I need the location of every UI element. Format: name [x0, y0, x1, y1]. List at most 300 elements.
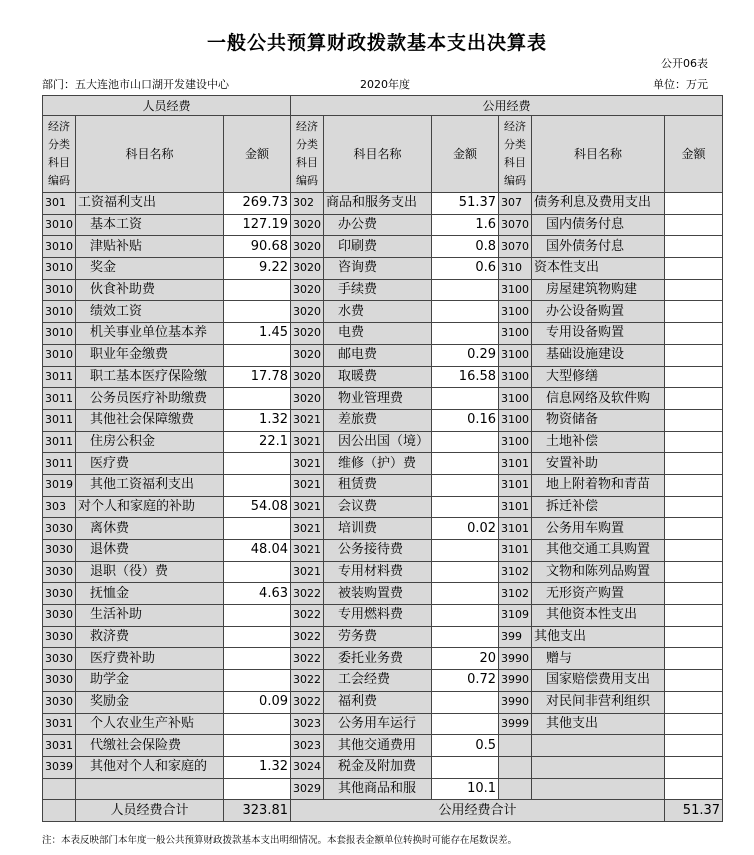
table-row [43, 648, 723, 670]
public-b-amount-cell [665, 193, 723, 215]
personnel-code-cell: 3010 [43, 301, 76, 323]
public-a-code-cell: 3023 [291, 713, 324, 735]
public-b-amount-cell [665, 301, 723, 323]
personnel-name-cell: 其他对个人和家庭的 [76, 756, 224, 778]
table-row [43, 193, 723, 215]
public-b-code-cell: 3999 [499, 713, 532, 735]
personnel-amount-cell [224, 561, 291, 583]
public-b-amount-cell [665, 540, 723, 562]
public-b-code-cell: 399 [499, 626, 532, 648]
table-row [43, 301, 723, 323]
personnel-name-cell: 基本工资 [76, 214, 224, 236]
personnel-amount-cell [224, 453, 291, 475]
public-a-amount-cell [432, 561, 499, 583]
public-b-code-cell: 3100 [499, 409, 532, 431]
public-b-name-cell: 无形资产购置 [532, 583, 665, 605]
public-a-code-cell: 3020 [291, 301, 324, 323]
public-a-name-cell: 水费 [324, 301, 432, 323]
personnel-amount-cell: 0.09 [224, 691, 291, 713]
table-row [43, 279, 723, 301]
table-row [43, 453, 723, 475]
public-a-code-cell: 3020 [291, 388, 324, 410]
personnel-name-cell: 津贴补贴 [76, 236, 224, 258]
public-a-name-cell: 物业管理费 [324, 388, 432, 410]
personnel-code-cell: 3010 [43, 344, 76, 366]
personnel-code-cell: 3011 [43, 388, 76, 410]
public-b-code-cell [499, 778, 532, 800]
personnel-amount-cell [224, 518, 291, 540]
table-row [43, 735, 723, 757]
public-a-code-cell: 3021 [291, 496, 324, 518]
public-a-code-cell: 3021 [291, 561, 324, 583]
personnel-name-cell: 工资福利支出 [76, 193, 224, 215]
personnel-code-cell [43, 778, 76, 800]
personnel-total-label: 人员经费合计 [76, 800, 224, 822]
public-a-name-cell: 取暖费 [324, 366, 432, 388]
public-a-amount-cell: 1.6 [432, 214, 499, 236]
personnel-code-cell: 3030 [43, 670, 76, 692]
personnel-name-cell: 抚恤金 [76, 583, 224, 605]
public-b-name-cell: 债务利息及费用支出 [532, 193, 665, 215]
header-code: 经济分类科目编码 [499, 116, 532, 193]
public-a-amount-cell [432, 453, 499, 475]
table-row [43, 236, 723, 258]
public-b-code-cell: 3070 [499, 236, 532, 258]
personnel-name-cell: 退休费 [76, 540, 224, 562]
public-a-name-cell: 印刷费 [324, 236, 432, 258]
public-a-name-cell: 其他交通费用 [324, 735, 432, 757]
public-b-amount-cell [665, 431, 723, 453]
personnel-code-cell: 3011 [43, 431, 76, 453]
public-a-amount-cell: 0.16 [432, 409, 499, 431]
public-b-name-cell: 国内债务付息 [532, 214, 665, 236]
personnel-name-cell: 个人农业生产补贴 [76, 713, 224, 735]
personnel-name-cell: 其他社会保障缴费 [76, 409, 224, 431]
public-b-amount-cell [665, 778, 723, 800]
section-personnel: 人员经费 [43, 96, 291, 116]
public-b-amount-cell [665, 583, 723, 605]
public-b-code-cell [499, 735, 532, 757]
personnel-code-cell: 3010 [43, 323, 76, 345]
public-b-amount-cell [665, 453, 723, 475]
personnel-code-cell: 3030 [43, 691, 76, 713]
public-a-code-cell: 3023 [291, 735, 324, 757]
table-row [43, 214, 723, 236]
personnel-amount-cell [224, 670, 291, 692]
public-b-amount-cell [665, 214, 723, 236]
table-row [43, 409, 723, 431]
header-amount: 金额 [665, 116, 723, 193]
personnel-amount-cell [224, 605, 291, 627]
public-b-code-cell: 3100 [499, 388, 532, 410]
public-a-amount-cell [432, 388, 499, 410]
personnel-code-cell: 3030 [43, 583, 76, 605]
personnel-code-cell: 3010 [43, 236, 76, 258]
public-a-amount-cell: 0.02 [432, 518, 499, 540]
public-b-name-cell: 物资储备 [532, 409, 665, 431]
public-b-name-cell: 其他资本性支出 [532, 605, 665, 627]
public-a-code-cell: 3020 [291, 214, 324, 236]
personnel-name-cell: 伙食补助费 [76, 279, 224, 301]
personnel-code-cell: 3010 [43, 258, 76, 280]
public-a-code-cell: 3022 [291, 605, 324, 627]
personnel-name-cell: 机关事业单位基本养 [76, 323, 224, 345]
unit-label: 单位：万元 [653, 78, 708, 91]
public-b-code-cell: 3100 [499, 301, 532, 323]
personnel-amount-cell [224, 778, 291, 800]
public-a-name-cell: 咨询费 [324, 258, 432, 280]
personnel-name-cell [76, 778, 224, 800]
public-b-amount-cell [665, 735, 723, 757]
header-name: 科目名称 [324, 116, 432, 193]
public-a-amount-cell [432, 756, 499, 778]
public-b-amount-cell [665, 756, 723, 778]
public-a-amount-cell [432, 301, 499, 323]
personnel-code-cell: 3031 [43, 735, 76, 757]
public-b-code-cell: 3101 [499, 496, 532, 518]
public-a-name-cell: 商品和服务支出 [324, 193, 432, 215]
public-b-name-cell: 基础设施建设 [532, 344, 665, 366]
personnel-amount-cell: 1.32 [224, 756, 291, 778]
public-a-code-cell: 3020 [291, 258, 324, 280]
table-row [43, 518, 723, 540]
public-b-amount-cell [665, 626, 723, 648]
public-b-amount-cell [665, 561, 723, 583]
personnel-name-cell: 奖金 [76, 258, 224, 280]
public-a-amount-cell [432, 583, 499, 605]
public-a-name-cell: 税金及附加费 [324, 756, 432, 778]
personnel-code-cell: 3019 [43, 474, 76, 496]
table-row [43, 778, 723, 800]
personnel-code-cell: 3039 [43, 756, 76, 778]
public-b-name-cell: 地上附着物和青苗 [532, 474, 665, 496]
public-b-name-cell: 房屋建筑物购建 [532, 279, 665, 301]
public-a-amount-cell [432, 626, 499, 648]
public-b-name-cell: 文物和陈列品购置 [532, 561, 665, 583]
public-a-amount-cell [432, 474, 499, 496]
table-row [43, 713, 723, 735]
public-b-name-cell: 国外债务付息 [532, 236, 665, 258]
public-b-code-cell: 307 [499, 193, 532, 215]
public-a-amount-cell [432, 496, 499, 518]
public-a-amount-cell: 0.5 [432, 735, 499, 757]
public-a-name-cell: 租赁费 [324, 474, 432, 496]
public-b-amount-cell [665, 323, 723, 345]
public-b-code-cell: 3100 [499, 323, 532, 345]
personnel-name-cell: 退职（役）费 [76, 561, 224, 583]
public-b-name-cell: 大型修缮 [532, 366, 665, 388]
personnel-name-cell: 职工基本医疗保险缴 [76, 366, 224, 388]
personnel-name-cell: 医疗费补助 [76, 648, 224, 670]
public-a-name-cell: 被装购置费 [324, 583, 432, 605]
public-a-name-cell: 维修（护）费 [324, 453, 432, 475]
public-b-amount-cell [665, 279, 723, 301]
public-a-amount-cell [432, 540, 499, 562]
public-a-code-cell: 3029 [291, 778, 324, 800]
public-b-name-cell: 对民间非营利组织 [532, 691, 665, 713]
public-b-amount-cell [665, 713, 723, 735]
public-a-name-cell: 邮电费 [324, 344, 432, 366]
public-b-amount-cell [665, 366, 723, 388]
public-b-code-cell: 3990 [499, 648, 532, 670]
personnel-amount-cell [224, 474, 291, 496]
public-b-amount-cell [665, 388, 723, 410]
personnel-name-cell: 医疗费 [76, 453, 224, 475]
public-b-name-cell: 拆迁补偿 [532, 496, 665, 518]
public-a-amount-cell: 0.6 [432, 258, 499, 280]
personnel-code-cell: 301 [43, 193, 76, 215]
public-a-amount-cell: 20 [432, 648, 499, 670]
personnel-amount-cell: 1.45 [224, 323, 291, 345]
public-b-name-cell [532, 756, 665, 778]
table-row [43, 626, 723, 648]
personnel-code-cell: 3011 [43, 409, 76, 431]
public-a-amount-cell [432, 605, 499, 627]
personnel-amount-cell: 48.04 [224, 540, 291, 562]
public-a-name-cell: 培训费 [324, 518, 432, 540]
public-b-name-cell: 办公设备购置 [532, 301, 665, 323]
personnel-name-cell: 对个人和家庭的补助 [76, 496, 224, 518]
table-row [43, 756, 723, 778]
public-a-code-cell: 3021 [291, 453, 324, 475]
personnel-name-cell: 奖励金 [76, 691, 224, 713]
public-total-label: 公用经费合计 [291, 800, 665, 822]
total-spacer [43, 800, 76, 822]
public-a-amount-cell: 10.1 [432, 778, 499, 800]
public-b-name-cell [532, 735, 665, 757]
public-b-code-cell: 3100 [499, 279, 532, 301]
table-row [43, 431, 723, 453]
public-a-amount-cell: 0.29 [432, 344, 499, 366]
public-a-name-cell: 差旅费 [324, 409, 432, 431]
public-b-amount-cell [665, 691, 723, 713]
personnel-amount-cell [224, 735, 291, 757]
public-b-name-cell: 专用设备购置 [532, 323, 665, 345]
public-b-amount-cell [665, 670, 723, 692]
public-a-code-cell: 3021 [291, 474, 324, 496]
personnel-name-cell: 助学金 [76, 670, 224, 692]
public-b-code-cell: 3100 [499, 431, 532, 453]
personnel-amount-cell: 1.32 [224, 409, 291, 431]
public-b-name-cell: 信息网络及软件购 [532, 388, 665, 410]
public-b-code-cell: 3102 [499, 561, 532, 583]
personnel-name-cell: 离休费 [76, 518, 224, 540]
personnel-name-cell: 绩效工资 [76, 301, 224, 323]
table-row [43, 561, 723, 583]
personnel-code-cell: 3011 [43, 366, 76, 388]
public-b-amount-cell [665, 344, 723, 366]
personnel-code-cell: 3030 [43, 605, 76, 627]
table-row [43, 344, 723, 366]
personnel-amount-cell: 4.63 [224, 583, 291, 605]
header-name: 科目名称 [76, 116, 224, 193]
public-a-amount-cell [432, 279, 499, 301]
public-b-name-cell: 安置补助 [532, 453, 665, 475]
public-a-amount-cell: 16.58 [432, 366, 499, 388]
public-a-name-cell: 公务用车运行 [324, 713, 432, 735]
public-a-code-cell: 3020 [291, 323, 324, 345]
section-public: 公用经费 [291, 96, 723, 116]
public-b-name-cell: 土地补偿 [532, 431, 665, 453]
expenditure-table [42, 95, 723, 822]
personnel-amount-cell [224, 301, 291, 323]
public-b-name-cell: 资本性支出 [532, 258, 665, 280]
public-b-amount-cell [665, 518, 723, 540]
public-a-name-cell: 工会经费 [324, 670, 432, 692]
public-a-name-cell: 会议费 [324, 496, 432, 518]
personnel-code-cell: 3030 [43, 626, 76, 648]
personnel-amount-cell [224, 626, 291, 648]
table-row [43, 496, 723, 518]
personnel-name-cell: 职业年金缴费 [76, 344, 224, 366]
public-b-amount-cell [665, 474, 723, 496]
public-a-name-cell: 委托业务费 [324, 648, 432, 670]
public-a-name-cell: 公务接待费 [324, 540, 432, 562]
personnel-name-cell: 救济费 [76, 626, 224, 648]
public-b-name-cell: 其他交通工具购置 [532, 540, 665, 562]
public-a-amount-cell [432, 431, 499, 453]
public-a-code-cell: 3022 [291, 691, 324, 713]
personnel-code-cell: 3030 [43, 518, 76, 540]
public-a-code-cell: 3020 [291, 279, 324, 301]
public-b-code-cell: 3100 [499, 366, 532, 388]
personnel-amount-cell: 9.22 [224, 258, 291, 280]
personnel-name-cell: 公务员医疗补助缴费 [76, 388, 224, 410]
public-b-amount-cell [665, 605, 723, 627]
table-row [43, 670, 723, 692]
public-b-code-cell: 3100 [499, 344, 532, 366]
public-a-code-cell: 3022 [291, 670, 324, 692]
personnel-code-cell: 3010 [43, 279, 76, 301]
public-b-name-cell [532, 778, 665, 800]
personnel-name-cell: 住房公积金 [76, 431, 224, 453]
page-title: 一般公共预算财政拨款基本支出决算表 [206, 32, 547, 54]
personnel-amount-cell: 90.68 [224, 236, 291, 258]
public-a-name-cell: 其他商品和服 [324, 778, 432, 800]
personnel-code-cell: 3030 [43, 648, 76, 670]
table-row [43, 474, 723, 496]
personnel-amount-cell [224, 713, 291, 735]
public-a-name-cell: 专用燃料费 [324, 605, 432, 627]
public-a-code-cell: 3020 [291, 344, 324, 366]
department-label: 部门：五大连池市山口湖开发建设中心 [42, 78, 229, 91]
table-row [43, 388, 723, 410]
public-a-code-cell: 3024 [291, 756, 324, 778]
personnel-amount-cell: 269.73 [224, 193, 291, 215]
table-row [43, 258, 723, 280]
public-a-code-cell: 3022 [291, 626, 324, 648]
personnel-code-cell: 3030 [43, 540, 76, 562]
public-a-code-cell: 3021 [291, 540, 324, 562]
public-b-code-cell: 3101 [499, 518, 532, 540]
header-code: 经济分类科目编码 [291, 116, 324, 193]
public-a-amount-cell: 51.37 [432, 193, 499, 215]
public-a-code-cell: 3020 [291, 236, 324, 258]
personnel-code-cell: 303 [43, 496, 76, 518]
personnel-code-cell: 3010 [43, 214, 76, 236]
personnel-name-cell: 代缴社会保险费 [76, 735, 224, 757]
public-b-code-cell: 3990 [499, 670, 532, 692]
public-b-code-cell: 3070 [499, 214, 532, 236]
public-a-name-cell: 福利费 [324, 691, 432, 713]
public-a-amount-cell: 0.8 [432, 236, 499, 258]
table-row [43, 605, 723, 627]
table-row [43, 366, 723, 388]
public-b-name-cell: 赠与 [532, 648, 665, 670]
public-a-name-cell: 劳务费 [324, 626, 432, 648]
personnel-amount-cell [224, 388, 291, 410]
public-b-amount-cell [665, 648, 723, 670]
year-label: 2020年度 [360, 78, 410, 91]
public-b-code-cell: 3101 [499, 474, 532, 496]
header-amount: 金额 [432, 116, 499, 193]
personnel-amount-cell: 54.08 [224, 496, 291, 518]
personnel-amount-cell [224, 648, 291, 670]
public-a-code-cell: 3022 [291, 583, 324, 605]
public-total-amount: 51.37 [665, 800, 723, 822]
personnel-code-cell: 3031 [43, 713, 76, 735]
public-b-code-cell: 3101 [499, 453, 532, 475]
personnel-name-cell: 其他工资福利支出 [76, 474, 224, 496]
public-a-code-cell: 3021 [291, 431, 324, 453]
public-a-amount-cell [432, 323, 499, 345]
public-b-code-cell [499, 756, 532, 778]
public-b-name-cell: 国家赔偿费用支出 [532, 670, 665, 692]
public-a-code-cell: 302 [291, 193, 324, 215]
public-b-name-cell: 其他支出 [532, 713, 665, 735]
public-a-amount-cell [432, 713, 499, 735]
public-b-code-cell: 3109 [499, 605, 532, 627]
personnel-amount-cell: 127.19 [224, 214, 291, 236]
personnel-total-amount: 323.81 [224, 800, 291, 822]
header-name: 科目名称 [532, 116, 665, 193]
personnel-name-cell: 生活补助 [76, 605, 224, 627]
personnel-code-cell: 3030 [43, 561, 76, 583]
public-a-code-cell: 3021 [291, 409, 324, 431]
public-b-name-cell: 其他支出 [532, 626, 665, 648]
table-row [43, 323, 723, 345]
header-code: 经济分类科目编码 [43, 116, 76, 193]
public-b-code-cell: 310 [499, 258, 532, 280]
footnote: 注：本表反映部门本年度一般公共预算财政拨款基本支出明细情况。本套报表金额单位转换时可能存在尾数误差。 [42, 835, 518, 846]
public-b-amount-cell [665, 409, 723, 431]
public-a-name-cell: 专用材料费 [324, 561, 432, 583]
table-row [43, 583, 723, 605]
table-row [43, 540, 723, 562]
public-a-amount-cell [432, 691, 499, 713]
personnel-amount-cell [224, 279, 291, 301]
public-b-code-cell: 3102 [499, 583, 532, 605]
public-a-amount-cell: 0.72 [432, 670, 499, 692]
public-a-code-cell: 3020 [291, 366, 324, 388]
public-a-code-cell: 3022 [291, 648, 324, 670]
public-a-name-cell: 办公费 [324, 214, 432, 236]
public-b-amount-cell [665, 236, 723, 258]
personnel-amount-cell: 22.1 [224, 431, 291, 453]
public-b-code-cell: 3990 [499, 691, 532, 713]
public-a-code-cell: 3021 [291, 518, 324, 540]
personnel-amount-cell [224, 344, 291, 366]
personnel-amount-cell: 17.78 [224, 366, 291, 388]
public-a-name-cell: 电费 [324, 323, 432, 345]
form-code: 公开06表 [661, 57, 708, 70]
public-b-amount-cell [665, 496, 723, 518]
table-row [43, 691, 723, 713]
public-b-amount-cell [665, 258, 723, 280]
public-b-name-cell: 公务用车购置 [532, 518, 665, 540]
public-b-code-cell: 3101 [499, 540, 532, 562]
public-a-name-cell: 因公出国（境） [324, 431, 432, 453]
